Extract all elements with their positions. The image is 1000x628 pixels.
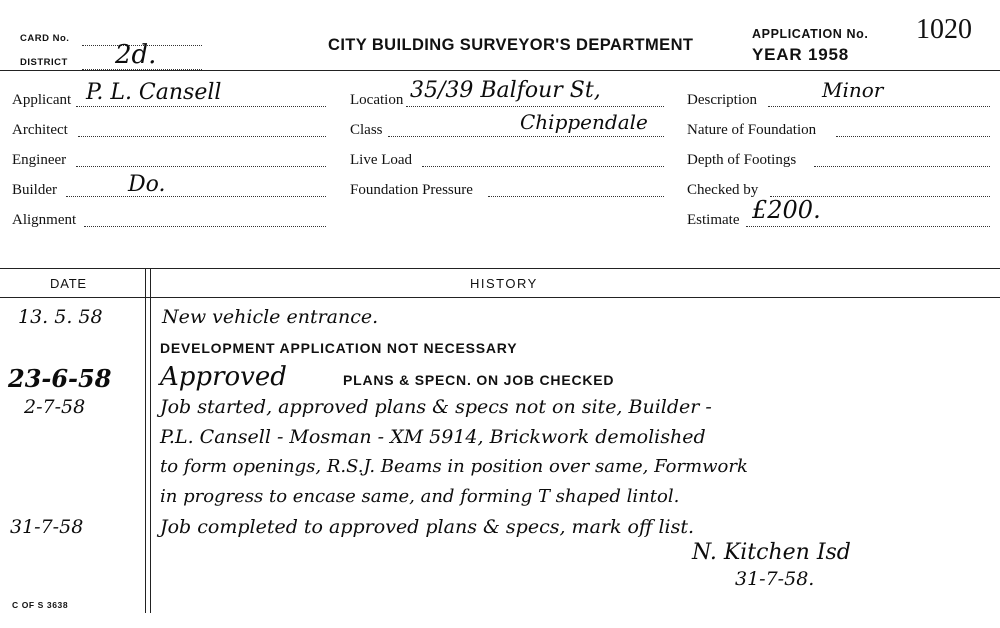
history-line: Job started, approved plans & specs not on site, Builder - [160,396,712,418]
form-code: C OF S 3638 [12,600,69,610]
date-column-divider [145,268,146,613]
inspector-signature: N. Kitchen Isd [692,540,851,565]
date-column-divider-2 [150,268,151,613]
class-label: Class [350,122,383,138]
application-no: 1020 [916,14,972,45]
architect-line [78,136,326,137]
application-no-label: APPLICATION No. [752,27,869,41]
builder-value: Do. [128,172,166,197]
nature-of-foundation-label: Nature of Foundation [687,122,817,138]
header-divider [0,70,1000,71]
location-value-2: Chippendale [520,110,648,134]
history-line: Job completed to approved plans & specs, mark off list. [160,516,695,538]
description-value: Minor [822,78,884,102]
card-no-label: CARD No. [20,33,70,44]
department-title: CITY BUILDING SURVEYOR'S DEPARTMENT [328,36,694,54]
history-date: 2-7-58 [24,396,86,418]
development-stamp: DEVELOPMENT APPLICATION NOT NECESSARY [160,340,518,356]
history-date: 23-6-58 [8,364,112,393]
applicant-label: Applicant [12,92,72,108]
foundation-pressure-line [488,196,664,197]
builder-label: Builder [12,182,57,198]
applicant-value: P. L. Cansell [86,80,222,105]
foundation-pressure-label: Foundation Pressure [350,182,473,198]
estimate-line [746,226,990,227]
history-header: HISTORY [470,276,538,291]
district-value: 2d. [115,40,157,70]
history-line: Approved [160,362,287,392]
history-line: in progress to encase same, and forming T shaped lintol. [160,486,680,507]
checked-by-label: Checked by [687,182,759,198]
history-date: 13. 5. 58 [18,306,103,328]
depth-of-footings-label: Depth of Footings [687,152,797,168]
signature-date: 31-7-58. [735,568,815,590]
description-line [768,106,990,107]
live-load-label: Live Load [350,152,413,168]
description-label: Description [687,92,757,108]
history-line: to form openings, R.S.J. Beams in position over same, Formwork [160,456,748,477]
engineer-line [76,166,326,167]
class-line [388,136,664,137]
engineer-label: Engineer [12,152,67,168]
history-line: New vehicle entrance. [162,306,379,328]
estimate-label: Estimate [687,212,740,228]
location-label: Location [350,92,404,108]
depth-of-footings-line [814,166,990,167]
builder-line [66,196,326,197]
applicant-line [76,106,326,107]
nature-of-foundation-line [836,136,990,137]
estimate-value: £200. [752,196,821,224]
date-header: DATE [50,276,87,291]
location-value: 35/39 Balfour St, [410,78,601,103]
live-load-line [422,166,664,167]
architect-label: Architect [12,122,68,138]
history-line: P.L. Cansell - Mosman - XM 5914, Brickwork demolished [160,426,706,448]
history-date: 31-7-58 [10,516,84,538]
year-label: YEAR 1958 [752,45,849,64]
alignment-line [84,226,326,227]
plans-checked-stamp: PLANS & SPECN. ON JOB CHECKED [343,372,615,388]
district-label: DISTRICT [20,57,68,68]
alignment-label: Alignment [12,212,77,228]
location-line [406,106,664,107]
